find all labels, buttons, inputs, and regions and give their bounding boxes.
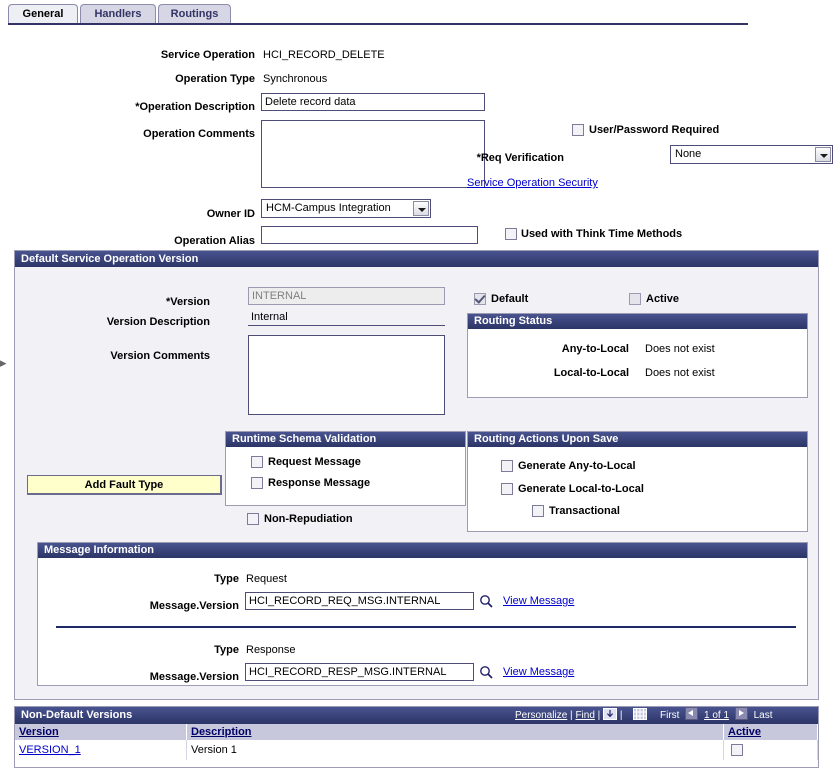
row-active-checkbox[interactable] xyxy=(731,744,743,756)
routing-status-group xyxy=(467,313,808,398)
operation-description-input[interactable] xyxy=(261,93,485,111)
column-header-version[interactable] xyxy=(15,724,187,740)
version-description-label: Version Description xyxy=(106,316,210,328)
table-row-description-cell: Version 1 xyxy=(187,740,724,760)
generate-local-to-local-label: Generate Local-to-Local xyxy=(518,483,644,495)
collapse-handle-icon[interactable]: ▸ xyxy=(0,355,7,370)
request-type-label: Type xyxy=(214,573,239,585)
add-fault-type-button[interactable]: Add Fault Type xyxy=(27,475,222,495)
service-operation-value: HCI_RECORD_DELETE xyxy=(263,49,385,61)
default-label: Default xyxy=(491,293,529,305)
response-message-checkbox[interactable] xyxy=(251,477,263,489)
response-message-version-input[interactable] xyxy=(245,663,474,681)
message-information-title: Message Information xyxy=(38,543,807,558)
version-label: *Version xyxy=(165,296,210,308)
service-operation-security-link[interactable]: Service Operation Security xyxy=(467,177,598,189)
next-page-arrow[interactable] xyxy=(735,707,748,720)
tab-general[interactable]: General xyxy=(8,4,78,23)
column-header-description[interactable] xyxy=(187,724,724,740)
request-message-version-label: Message.Version xyxy=(149,600,239,612)
req-verification-value: None xyxy=(675,148,702,160)
operation-alias-input[interactable] xyxy=(261,226,478,244)
transactional-label: Transactional xyxy=(549,505,620,517)
req-verification-label: *Req Verification xyxy=(476,152,564,164)
expand-grid-icon[interactable] xyxy=(633,708,647,721)
grid-toolbar xyxy=(515,707,815,724)
request-view-message-link[interactable]: View Message xyxy=(503,595,575,607)
first-label[interactable]: First xyxy=(660,710,680,721)
non-default-versions-grid xyxy=(14,706,819,768)
request-message-label: Request Message xyxy=(268,456,361,468)
operation-alias-label: Operation Alias xyxy=(174,235,255,247)
grid-sep-3: | xyxy=(619,710,623,721)
generate-local-to-local-checkbox[interactable] xyxy=(501,483,513,495)
message-information-group xyxy=(37,542,808,686)
non-default-versions-title: Non-Default Versions xyxy=(15,707,818,724)
default-service-operation-version-group xyxy=(14,250,819,700)
response-message-version-label: Message.Version xyxy=(149,671,239,683)
tab-routings[interactable]: Routings xyxy=(158,4,231,23)
used-with-think-time-label: Used with Think Time Methods xyxy=(521,228,683,240)
operation-comments-label: Operation Comments xyxy=(143,128,255,140)
version-comments-textarea[interactable] xyxy=(248,335,445,415)
non-repudiation-checkbox[interactable] xyxy=(247,513,259,525)
grid-sep-1: | xyxy=(570,710,573,721)
table-row-version-cell xyxy=(15,740,187,760)
previous-page-arrow[interactable] xyxy=(685,707,698,720)
routing-actions-group xyxy=(467,431,808,532)
runtime-schema-validation-group xyxy=(225,431,466,506)
response-message-label: Response Message xyxy=(268,477,371,489)
request-message-checkbox[interactable] xyxy=(251,456,263,468)
request-message-version-input[interactable] xyxy=(245,592,474,610)
tab-handlers[interactable]: Handlers xyxy=(80,4,156,23)
last-label[interactable]: Last xyxy=(753,710,773,721)
user-password-required-checkbox[interactable] xyxy=(572,124,584,136)
grid-sep-2: | xyxy=(597,710,601,721)
default-version-group-title: Default Service Operation Version xyxy=(15,251,818,267)
response-view-message-link[interactable]: View Message xyxy=(503,666,575,678)
user-password-required-label: User/Password Required xyxy=(589,124,720,136)
chevron-down-icon[interactable] xyxy=(413,201,429,216)
local-to-local-label: Local-to-Local xyxy=(553,367,629,379)
chevron-down-icon[interactable] xyxy=(815,147,831,162)
column-header-description-text: Description xyxy=(191,726,252,738)
req-verification-select[interactable] xyxy=(670,145,833,164)
used-with-think-time-checkbox[interactable] xyxy=(505,228,517,240)
routing-actions-title: Routing Actions Upon Save xyxy=(468,432,807,447)
default-checkbox xyxy=(474,293,486,305)
find-link[interactable]: Find xyxy=(575,710,595,721)
request-type-value: Request xyxy=(246,573,287,585)
non-repudiation-label: Non-Repudiation xyxy=(264,513,353,525)
owner-id-value: HCM-Campus Integration xyxy=(266,202,391,214)
operation-type-label: Operation Type xyxy=(175,73,255,85)
local-to-local-value: Does not exist xyxy=(645,367,715,379)
column-header-version-text: Version xyxy=(19,726,59,738)
routing-status-title: Routing Status xyxy=(468,314,807,329)
generate-any-to-local-label: Generate Any-to-Local xyxy=(518,460,636,472)
operation-description-label: *Operation Description xyxy=(135,101,255,113)
generate-any-to-local-checkbox[interactable] xyxy=(501,460,513,472)
magnifier-icon[interactable] xyxy=(479,665,493,679)
any-to-local-value: Does not exist xyxy=(645,343,715,355)
transactional-checkbox[interactable] xyxy=(532,505,544,517)
table-row-active-cell xyxy=(724,740,818,760)
runtime-schema-validation-title: Runtime Schema Validation xyxy=(226,432,465,447)
version-link[interactable]: VERSION_1 xyxy=(19,744,81,756)
response-type-label: Type xyxy=(214,644,239,656)
owner-id-label: Owner ID xyxy=(206,208,255,220)
personalize-link[interactable]: Personalize xyxy=(515,710,568,721)
message-row-separator xyxy=(56,626,796,628)
operation-type-value: Synchronous xyxy=(263,73,328,85)
active-checkbox xyxy=(629,293,641,305)
version-comments-label: Version Comments xyxy=(110,350,210,362)
version-input xyxy=(248,287,445,305)
active-label: Active xyxy=(646,293,680,305)
owner-id-select[interactable] xyxy=(261,199,431,218)
column-header-active[interactable] xyxy=(724,724,818,740)
page-indicator: 1 of 1 xyxy=(704,710,730,721)
magnifier-icon[interactable] xyxy=(479,594,493,608)
response-type-value: Response xyxy=(246,644,296,656)
service-operation-label: Service Operation xyxy=(160,49,255,61)
version-description-input[interactable] xyxy=(248,308,445,326)
tab-underline xyxy=(8,23,748,25)
download-grid-icon[interactable] xyxy=(603,708,617,721)
column-header-active-text: Active xyxy=(728,726,762,738)
operation-comments-textarea[interactable] xyxy=(261,120,485,188)
any-to-local-label: Any-to-Local xyxy=(561,343,629,355)
